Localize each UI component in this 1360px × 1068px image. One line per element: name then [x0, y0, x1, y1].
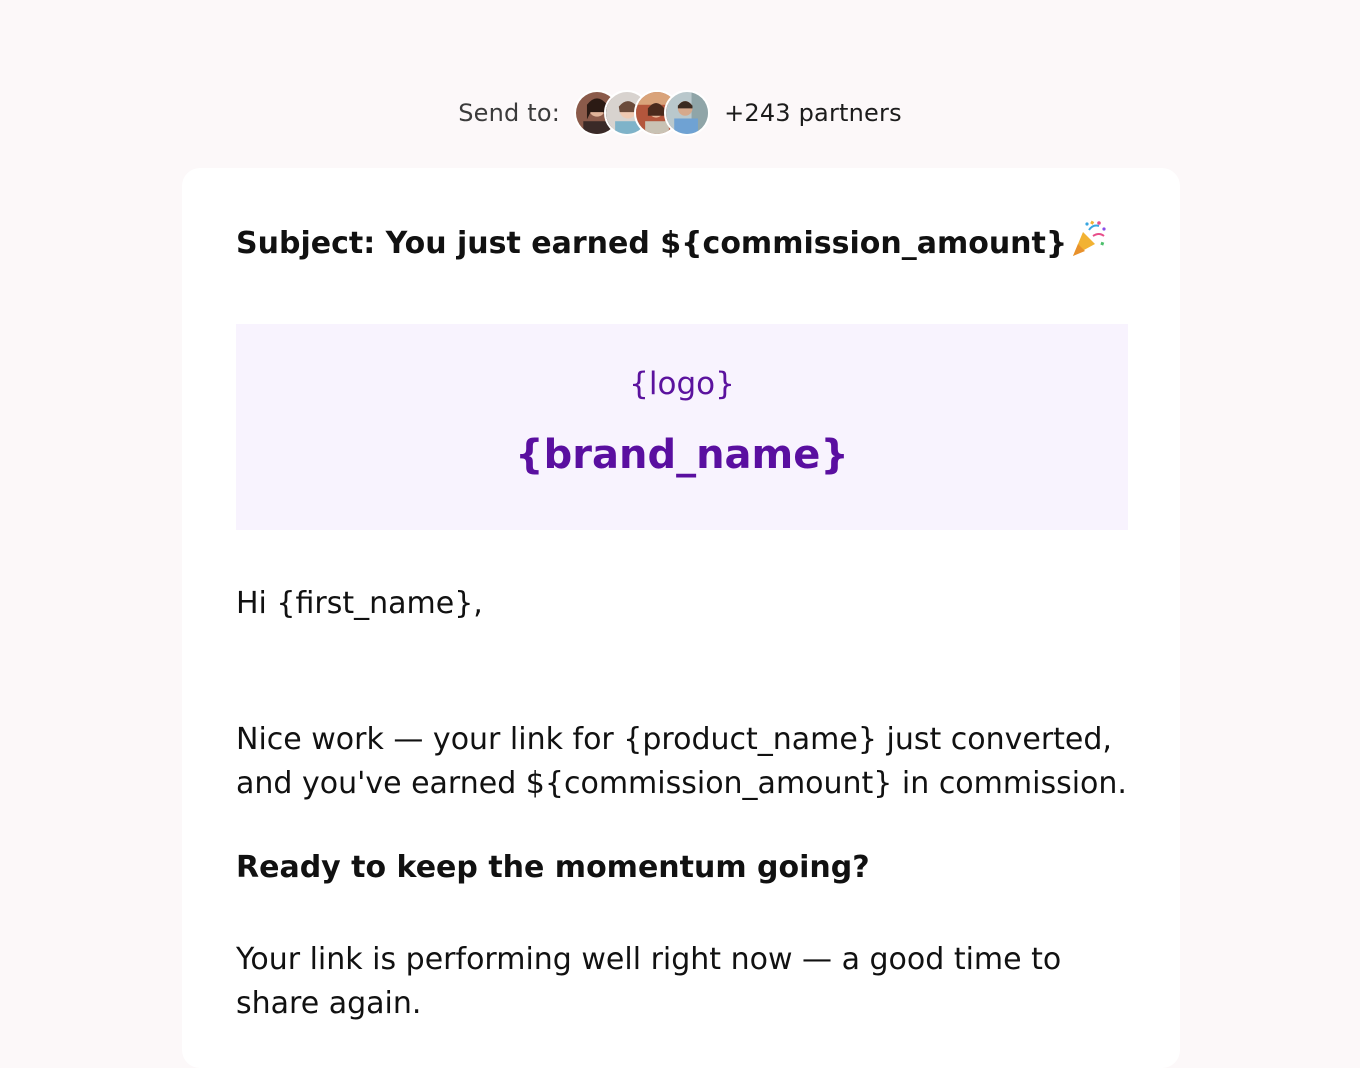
send-to-row [0, 88, 1360, 138]
logo-placeholder: {logo} [629, 366, 735, 402]
email-section-heading: Ready to keep the momentum going? [236, 850, 870, 885]
email-closing-paragraph: Your link is performing well right now — a good time to share again. [236, 942, 1062, 1021]
email-subject [236, 224, 1107, 262]
email-greeting: Hi {first_name}, [236, 586, 483, 621]
partner-avatar-stack[interactable] [574, 90, 710, 136]
email-body-paragraph [236, 718, 1136, 806]
party-popper-icon [1069, 220, 1107, 258]
email-subject-text: Subject: You just earned ${commission_amount} [236, 225, 1068, 261]
email-preview-card [182, 168, 1180, 1068]
email-body-line-2: and you've earned ${commission_amount} in commission. [236, 766, 1127, 801]
partner-avatar-4 [664, 90, 710, 136]
brand-banner [236, 324, 1128, 530]
partners-count[interactable]: +243 partners [724, 99, 902, 127]
send-to-label: Send to: [458, 99, 561, 127]
email-body-line-1: Nice work — your link for {product_name} just converted, [236, 722, 1112, 757]
brand-name: {brand_name} [515, 432, 849, 478]
